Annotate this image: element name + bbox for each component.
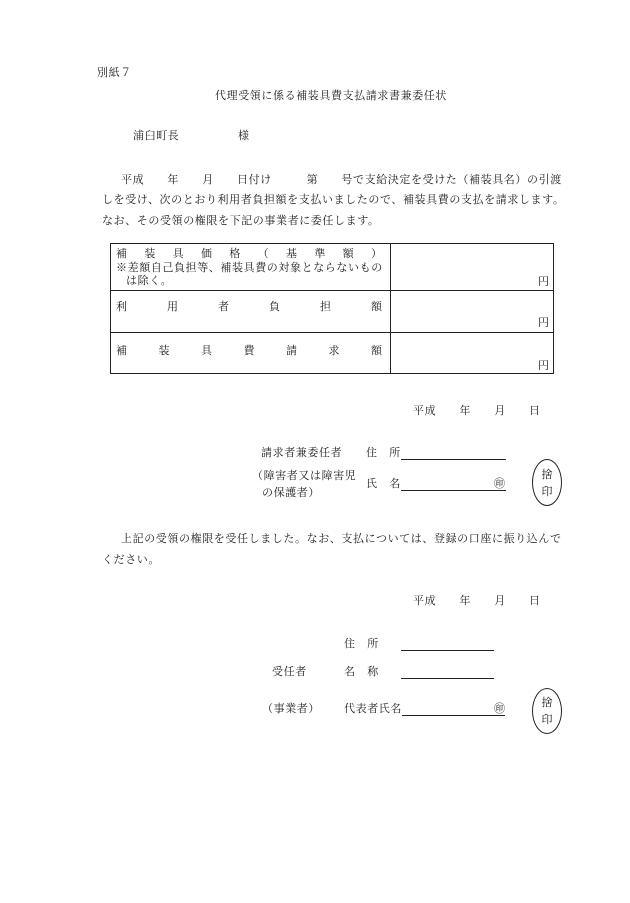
row-label: 利用者負担額 bbox=[116, 300, 382, 313]
table-row-claim-amount bbox=[111, 332, 553, 373]
requester-address-label: 住 所 bbox=[366, 446, 401, 459]
request-paragraph-line: しを受け、次のとおり利用者負担額を支払いましたので、補装具費の支払を請求します。 bbox=[102, 193, 565, 206]
representative-label: 代表者氏名 bbox=[344, 702, 402, 715]
row-label: 補装具費請求額 bbox=[116, 344, 382, 357]
representative-blank bbox=[402, 715, 505, 716]
yen-unit: 円 bbox=[538, 275, 549, 288]
attachment-label: 別紙７ bbox=[97, 66, 132, 79]
seal-mark: ㊞ bbox=[494, 702, 505, 715]
value-cell bbox=[391, 291, 553, 332]
yen-unit: 円 bbox=[538, 316, 549, 329]
row-label-cell bbox=[111, 291, 391, 332]
requester-role-label: 請求者兼委任者 bbox=[261, 446, 343, 459]
seal-mark: ㊞ bbox=[494, 477, 505, 490]
agent-name-blank bbox=[401, 678, 494, 679]
value-cell bbox=[391, 244, 553, 290]
row-note-line: ※差額自己負担等、補装具費の対象とならないもの bbox=[116, 261, 383, 274]
table-row-user-burden bbox=[111, 290, 553, 332]
agent-role-label: 受任者 bbox=[272, 665, 307, 678]
table-row-device-price bbox=[111, 244, 553, 290]
row-note-line: は除く。 bbox=[126, 274, 173, 287]
row-label-cell bbox=[111, 333, 391, 373]
claim-table bbox=[110, 243, 554, 374]
document-title: 代理受領に係る補装具費支払請求書兼委任状 bbox=[215, 89, 447, 102]
discard-seal-circle bbox=[532, 459, 562, 506]
discard-seal-text: 捨印 bbox=[541, 696, 553, 726]
requester-qualifier-line: （障害者又は障害児 bbox=[252, 469, 357, 482]
request-date: 平成 年 月 日 bbox=[413, 404, 541, 417]
acceptance-paragraph-line: ください。 bbox=[102, 553, 160, 566]
agent-address-label: 住 所 bbox=[344, 637, 379, 650]
addressee-honorific: 様 bbox=[238, 129, 250, 142]
value-cell bbox=[391, 333, 553, 373]
acceptance-date: 平成 年 月 日 bbox=[413, 594, 541, 607]
acceptance-paragraph-line: 上記の受領の権限を受任しました。なお、支払については、登録の口座に振り込んで bbox=[121, 532, 562, 545]
requester-name-blank bbox=[401, 490, 506, 491]
discard-seal-text: 捨印 bbox=[541, 467, 553, 498]
request-paragraph-line: 平成 年 月 日付け 第 号で支給決定を受けた（補装具名）の引渡 bbox=[121, 173, 562, 186]
discard-seal-circle bbox=[532, 688, 562, 734]
requester-address-blank bbox=[401, 459, 506, 460]
row-label-cell bbox=[111, 244, 391, 290]
addressee-name: 浦臼町長 bbox=[133, 129, 180, 142]
agent-qualifier: （事業者） bbox=[262, 702, 320, 715]
requester-qualifier-line: の保護者） bbox=[262, 486, 320, 499]
yen-unit: 円 bbox=[538, 359, 549, 372]
agent-name-label: 名 称 bbox=[344, 665, 379, 678]
agent-address-blank bbox=[401, 650, 494, 651]
request-paragraph-line: なお、その受領の権限を下記の事業者に委任します。 bbox=[102, 214, 380, 227]
row-label: 補装具価格（基準額） bbox=[116, 247, 382, 260]
requester-name-label: 氏 名 bbox=[366, 477, 401, 490]
